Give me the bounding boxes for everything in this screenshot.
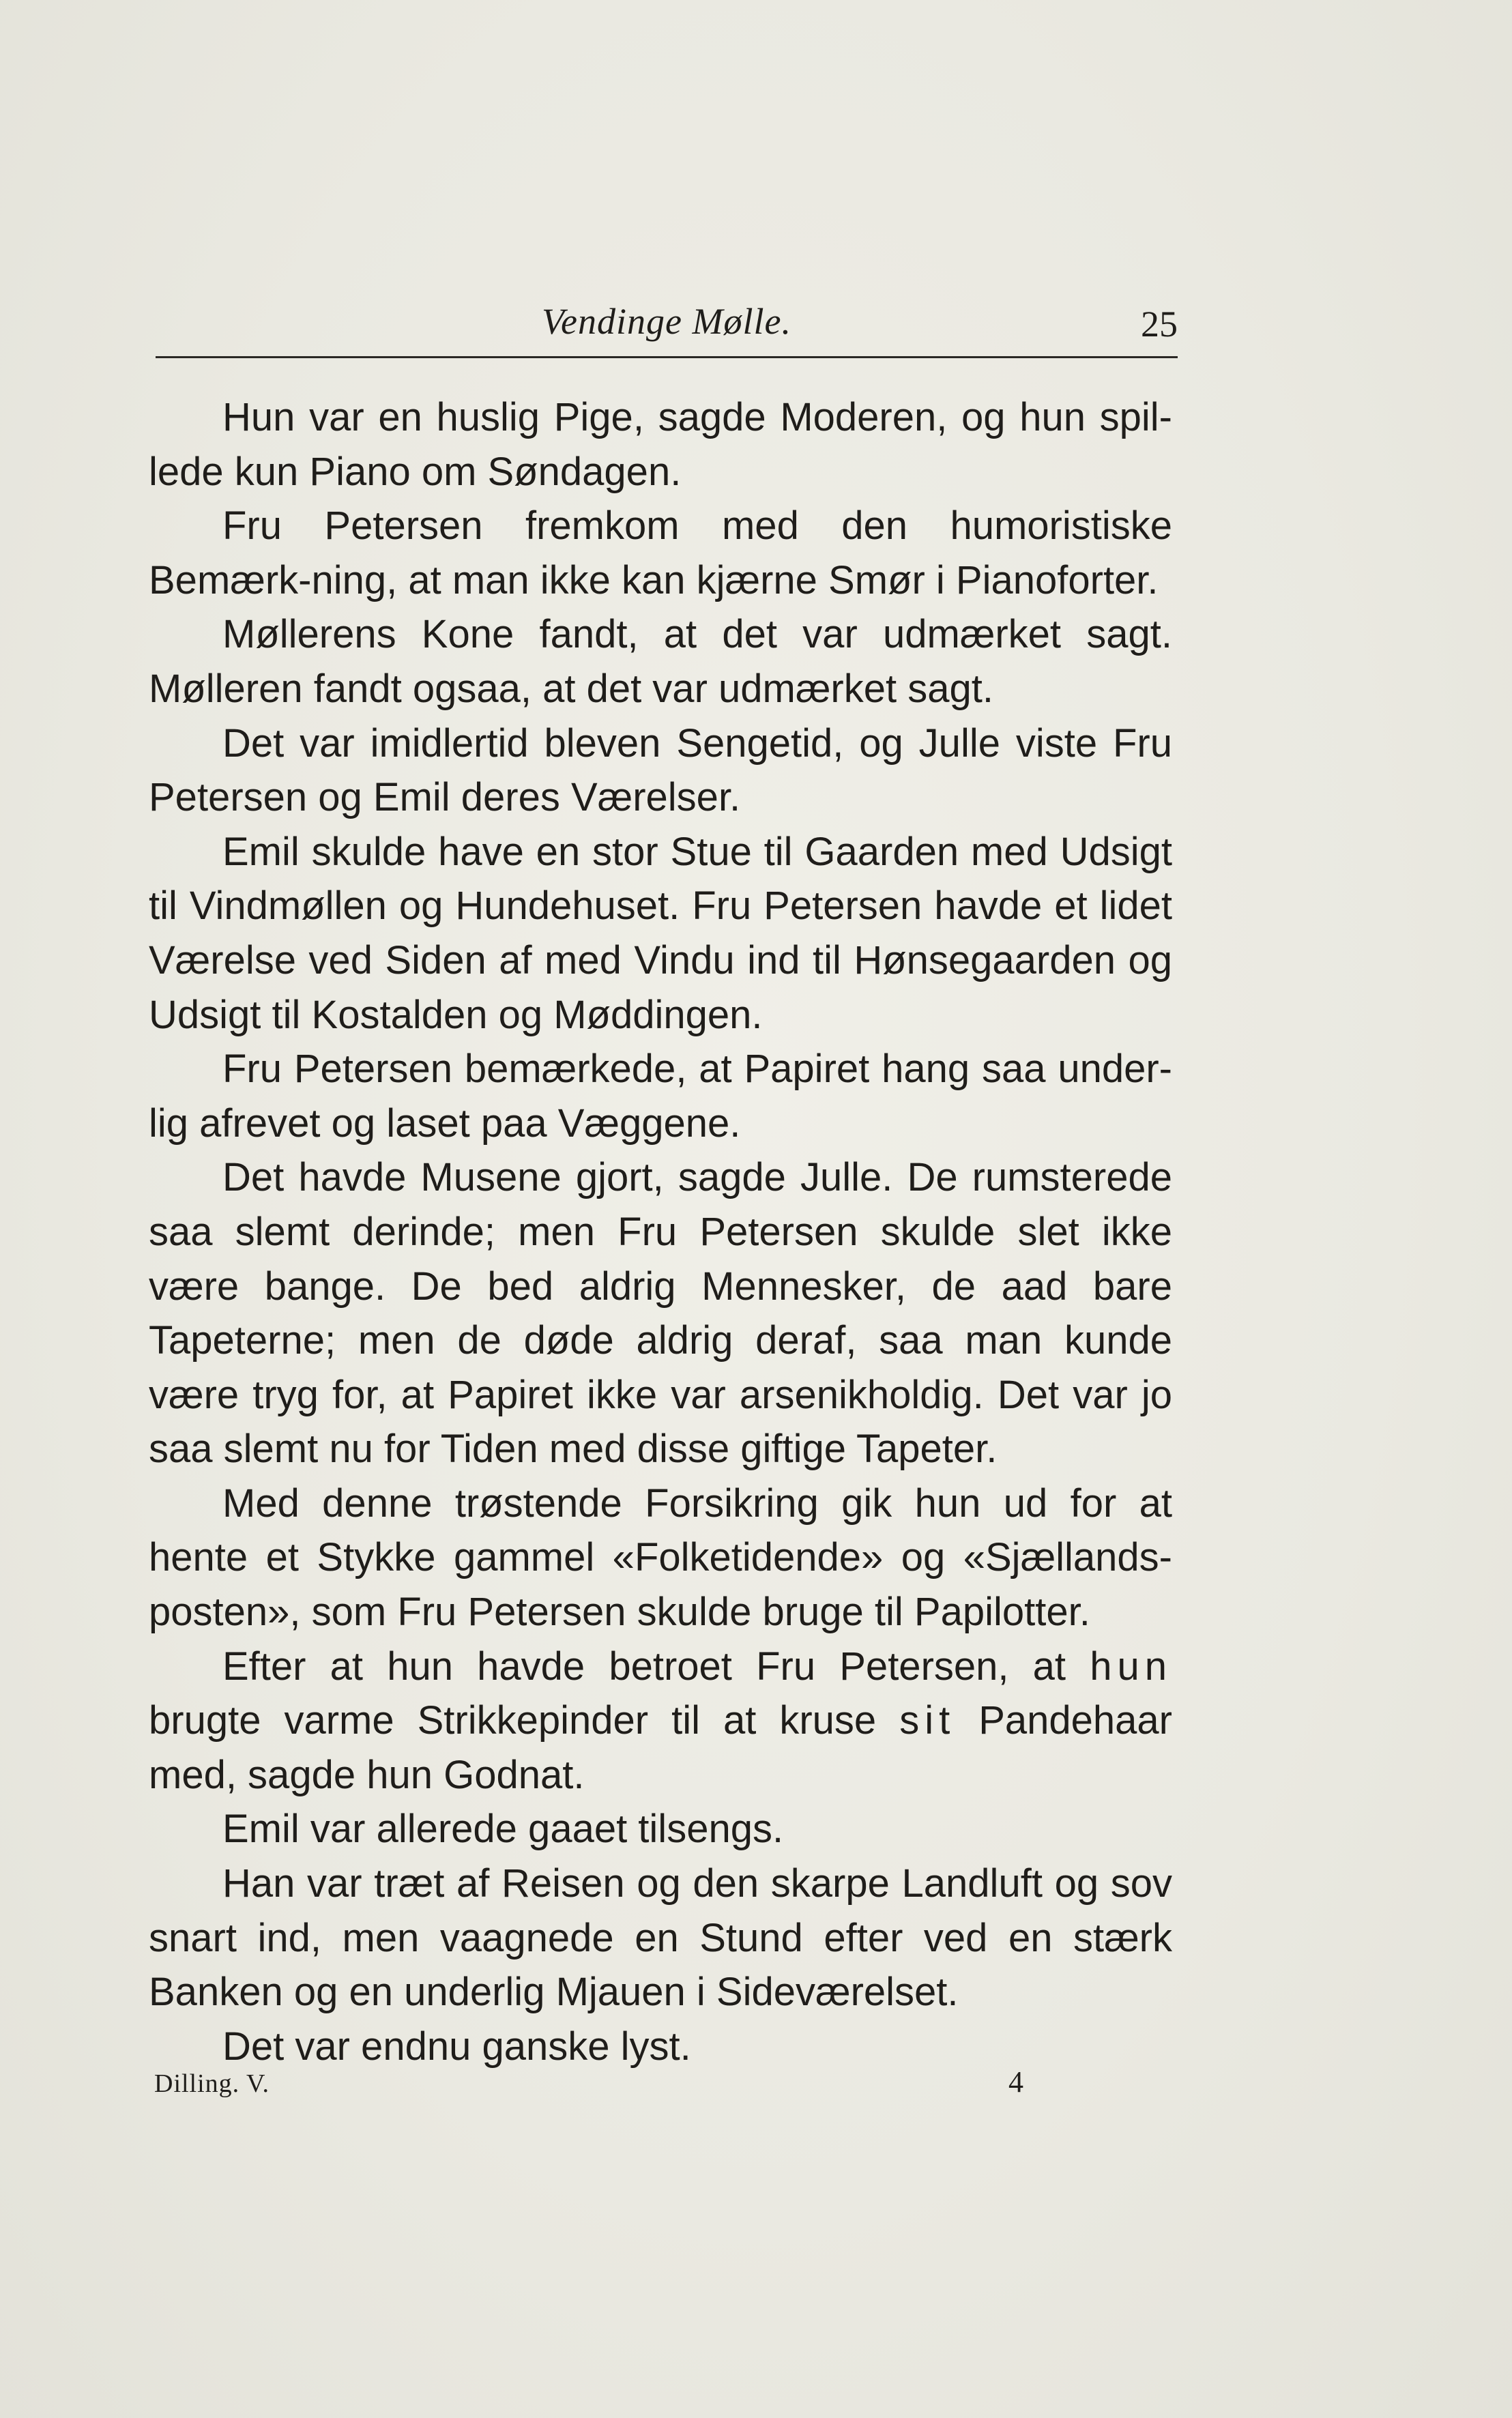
- page-footer: [154, 2065, 1041, 2110]
- text-segment: Pandehaar med, sagde hun Godnat.: [149, 1698, 1172, 1797]
- text-segment: Med denne trøstende Forsikring gik hun ud for at hente et Stykke gammel «Folketidende» og «Sjællands-posten», som Fru Petersen skulde bruge til Papilotter.: [149, 1481, 1172, 1635]
- paragraph: [149, 716, 1172, 825]
- page-number: 25: [1141, 304, 1178, 345]
- paragraph: [149, 1802, 1172, 1856]
- text-segment: Emil var allerede gaaet tilsengs.: [222, 1807, 784, 1852]
- spaced-emphasis: sit: [899, 1698, 956, 1743]
- paragraph: [149, 1150, 1172, 1476]
- text-segment: Efter at hun havde betroet Fru Petersen, at: [222, 1644, 1090, 1689]
- text-segment: Møllerens Kone fandt, at det var udmærket sagt. Mølleren fandt ogsaa, at det var udmærket sagt.: [149, 612, 1172, 711]
- header-rule: [156, 356, 1178, 358]
- paragraph: [149, 499, 1172, 607]
- paragraph: [149, 607, 1172, 716]
- paragraph: [149, 1476, 1172, 1640]
- page-header: [156, 293, 1178, 362]
- text-segment: Emil skulde have en stor Stue til Gaarden med Udsigt til Vindmøllen og Hundehuset. Fru Petersen havde et lidet Værelse ved Siden af med Vindu ind til Hønsegaarden og Udsigt til Kostalden og Møddingen.: [149, 829, 1172, 1037]
- running-title: Vendinge Mølle.: [542, 301, 791, 342]
- body-text: [149, 390, 1172, 2073]
- text-segment: Det var endnu ganske lyst.: [222, 2024, 691, 2069]
- spaced-emphasis: hun: [1090, 1644, 1172, 1689]
- text-segment: Han var træt af Reisen og den skarpe Landluft og sov snart ind, men vaagnede en Stund efter ved en stærk Banken og en underlig Mjauen i Sideværelset.: [149, 1861, 1172, 2015]
- paragraph: [149, 1856, 1172, 2020]
- paragraph: [149, 1042, 1172, 1150]
- text-segment: Fru Petersen fremkom med den humoristiske Bemærk-ning, at man ikke kan kjærne Smør i Pianoforter.: [149, 504, 1172, 602]
- text-segment: Det var imidlertid bleven Sengetid, og Julle viste Fru Petersen og Emil deres Værelser.: [149, 720, 1172, 820]
- text-segment: Hun var en huslig Pige, sagde Moderen, og hun spil-lede kun Piano om Søndagen.: [149, 395, 1172, 494]
- text-segment: Fru Petersen bemærkede, at Papiret hang saa under-lig afrevet og laset paa Væggene.: [149, 1047, 1172, 1146]
- text-segment: brugte varme Strikkepinder til at kruse: [149, 1698, 900, 1743]
- text-segment: Det havde Musene gjort, sagde Julle. De rumsterede saa slemt derinde; men Fru Petersen skulde slet ikke være bange. De bed aldrig Mennesker, de aad bare Tapeterne; men de døde aldrig deraf, saa man kunde være tryg for, at Papiret ikke var arsenikholdig. Det var jo saa slemt nu for Tiden med disse giftige Tapeter.: [149, 1155, 1172, 1472]
- sheet-number: 4: [1008, 2065, 1023, 2099]
- paragraph: [149, 390, 1172, 499]
- paragraph: [149, 825, 1172, 1042]
- paragraph: [149, 1640, 1172, 1803]
- signature-mark: Dilling. V.: [154, 2069, 270, 2098]
